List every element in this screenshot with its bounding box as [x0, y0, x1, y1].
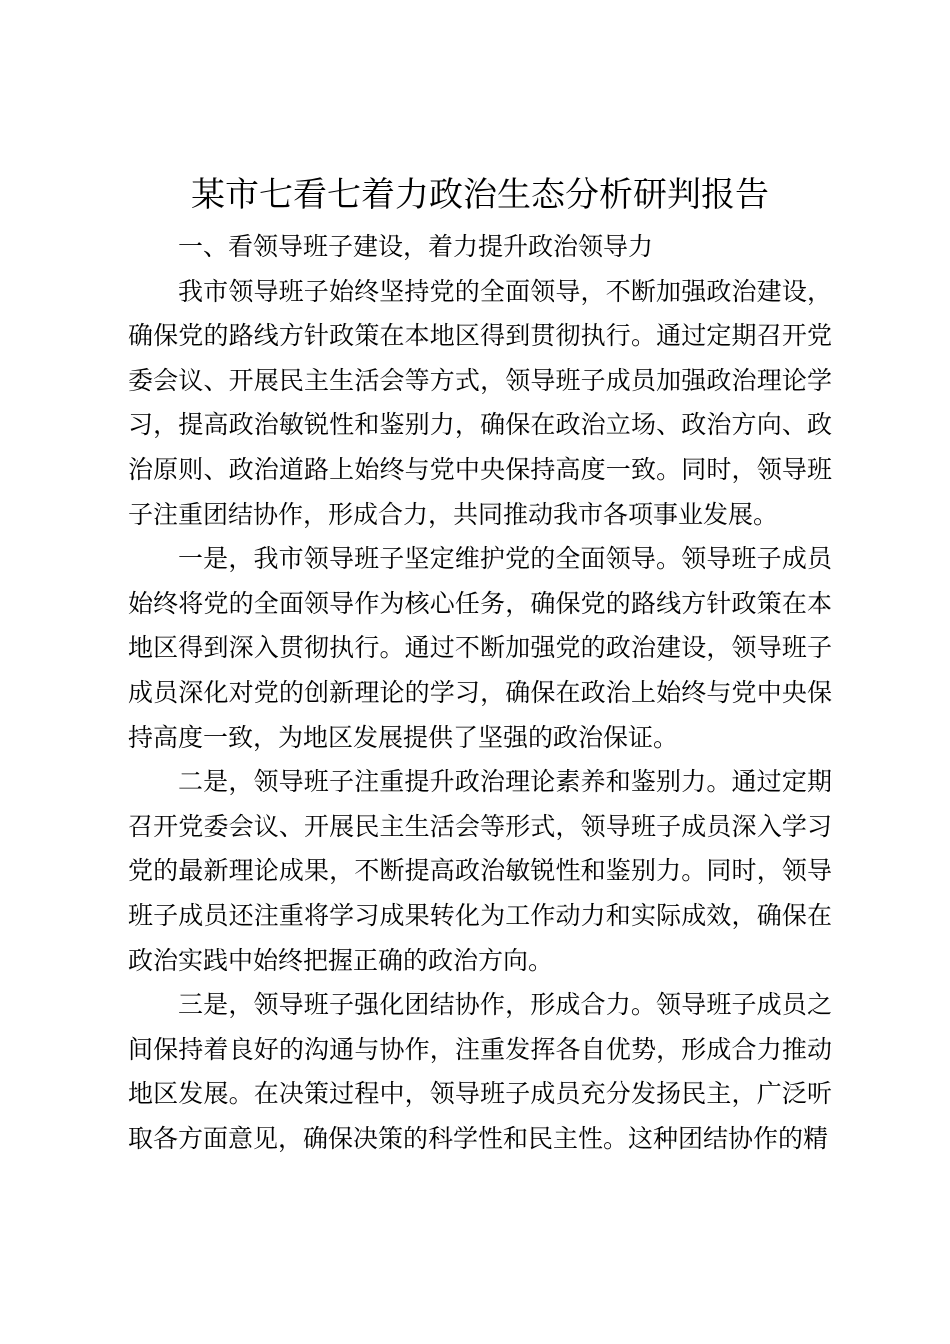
- paragraph-intro: 我市领导班子始终坚持党的全面领导，不断加强政治建设，确保党的路线方针政策在本地区得到贯彻执行。通过定期召开党委会议、开展民主生活会等方式，领导班子成员加强政治理论学习，提高政治敏锐性和鉴别力，确保在政治立场、政治方向、政治原则、政治道路上始终与党中央保持高度一致。同时，领导班子注重团结协作，形成合力，共同推动我市各项事业发展。: [128, 276, 832, 529]
- paragraph-point-two: 二是，领导班子注重提升政治理论素养和鉴别力。通过定期召开党委会议、开展民主生活会等形式，领导班子成员深入学习党的最新理论成果，不断提高政治敏锐性和鉴别力。同时，领导班子成员还注重将学习成果转化为工作动力和实际成效，确保在政治实践中始终把握正确的政治方向。: [128, 767, 832, 975]
- section-heading: 一、看领导班子建设，着力提升政治领导力: [178, 232, 654, 261]
- document-body: [128, 225, 832, 1161]
- paragraph-point-one: 一是，我市领导班子坚定维护党的全面领导。领导班子成员始终将党的全面领导作为核心任务，确保党的路线方针政策在本地区得到深入贯彻执行。通过不断加强党的政治建设，领导班子成员深化对党的创新理论的学习，确保在政治上始终与党中央保持高度一致，为地区发展提供了坚强的政治保证。: [128, 544, 832, 752]
- paragraph-point-three: 三是，领导班子强化团结协作，形成合力。领导班子成员之间保持着良好的沟通与协作，注重发挥各自优势，形成合力推动地区发展。在决策过程中，领导班子成员充分发扬民主，广泛听取各方面意见，确保决策的科学性和民主性。这种团结协作的精: [128, 990, 832, 1153]
- document-title: 某市七看七着力政治生态分析研判报告: [191, 175, 769, 215]
